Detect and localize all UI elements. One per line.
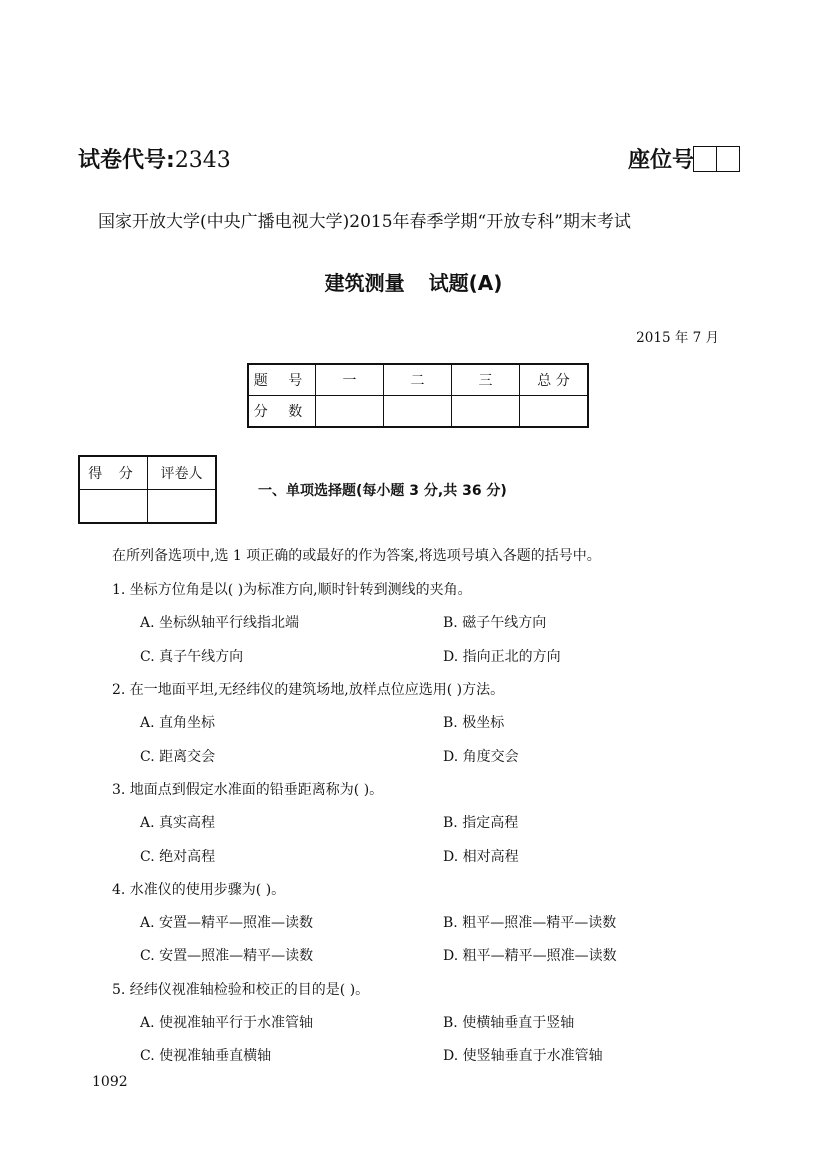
score-entry-cell[interactable]: [520, 396, 589, 428]
question-stem: 5. 经纬仪视准轴检验和校正的目的是( )。: [112, 982, 370, 998]
question-stem: 2. 在一地面平坦,无经纬仪的建筑场地,放样点位应选用( )方法。: [112, 682, 505, 698]
score-table-cell: 三: [452, 364, 520, 396]
question-option: B. 极坐标: [443, 715, 505, 731]
question-option: C. 安置—照准—精平—读数: [140, 948, 314, 964]
question-stem: 1. 坐标方位角是以( )为标准方向,顺时针转到测线的夹角。: [112, 582, 472, 598]
question-option: C. 使视准轴垂直横轴: [140, 1048, 272, 1064]
question-option: B. 指定高程: [443, 815, 519, 831]
grader-score-entry[interactable]: [79, 490, 148, 524]
section-title: 一、单项选择题(每小题 3 分,共 36 分): [258, 483, 507, 499]
question-option: B. 磁子午线方向: [443, 615, 547, 631]
section-instruction: 在所列备选项中,选 1 项正确的或最好的作为答案,将选项号填入各题的括号中。: [112, 548, 601, 564]
question-option: A. 真实高程: [140, 815, 216, 831]
seat-number-label: 座位号: [628, 148, 695, 173]
score-table: [247, 363, 589, 428]
question-option: A. 使视准轴平行于水准管轴: [140, 1015, 314, 1031]
score-table-score-row: [248, 396, 588, 428]
score-entry-cell[interactable]: [384, 396, 452, 428]
subject-title: [0, 267, 827, 296]
score-entry-cell[interactable]: [452, 396, 520, 428]
question-option: D. 相对高程: [443, 849, 519, 865]
grader-score-label: 得 分: [79, 456, 148, 490]
grader-name-entry[interactable]: [148, 490, 217, 524]
grader-table-entry-row: [79, 490, 216, 524]
score-table-cell: 题 号: [248, 364, 316, 396]
question-option: D. 指向正北的方向: [443, 649, 561, 665]
seat-number: [628, 143, 740, 174]
question-option: D. 使竖轴垂直于水准管轴: [443, 1048, 603, 1064]
grader-table: [78, 455, 217, 524]
score-table-cell: 二: [384, 364, 452, 396]
page-number: 1092: [92, 1074, 128, 1090]
question-option: B. 使横轴垂直于竖轴: [443, 1015, 575, 1031]
score-table-cell: 分 数: [248, 396, 316, 428]
subject-name: 建筑测量: [324, 271, 405, 295]
paper-version: 试题(A): [428, 271, 503, 295]
question-option: C. 绝对高程: [140, 849, 216, 865]
score-table-cell: 总 分: [520, 364, 589, 396]
question-option: A. 直角坐标: [140, 715, 216, 731]
grader-table-header-row: [79, 456, 216, 490]
score-table-header-row: [248, 364, 588, 396]
seat-number-box[interactable]: [693, 146, 717, 172]
score-table-cell: 一: [316, 364, 384, 396]
question-option: A. 坐标纵轴平行线指北端: [140, 615, 300, 631]
paper-code: [78, 143, 231, 174]
exam-date: 2015 年 7 月: [636, 330, 719, 346]
question-option: D. 角度交会: [443, 749, 519, 765]
question-option: C. 真子午线方向: [140, 649, 244, 665]
question-option: A. 安置—精平—照准—读数: [140, 915, 314, 931]
question-stem: 3. 地面点到假定水准面的铅垂距离称为( )。: [112, 782, 384, 798]
question-option: C. 距离交会: [140, 749, 216, 765]
question-option: B. 粗平—照准—精平—读数: [443, 915, 617, 931]
question-option: D. 粗平—精平—照准—读数: [443, 948, 617, 964]
paper-code-value: 2343: [174, 148, 231, 173]
question-stem: 4. 水准仪的使用步骤为( )。: [112, 882, 286, 898]
paper-code-label: 试卷代号:: [78, 148, 175, 173]
grader-label: 评卷人: [148, 456, 217, 490]
exam-title: 国家开放大学(中央广播电视大学)2015年春季学期“开放专科”期末考试: [98, 212, 631, 232]
seat-number-box[interactable]: [716, 146, 740, 172]
score-entry-cell[interactable]: [316, 396, 384, 428]
